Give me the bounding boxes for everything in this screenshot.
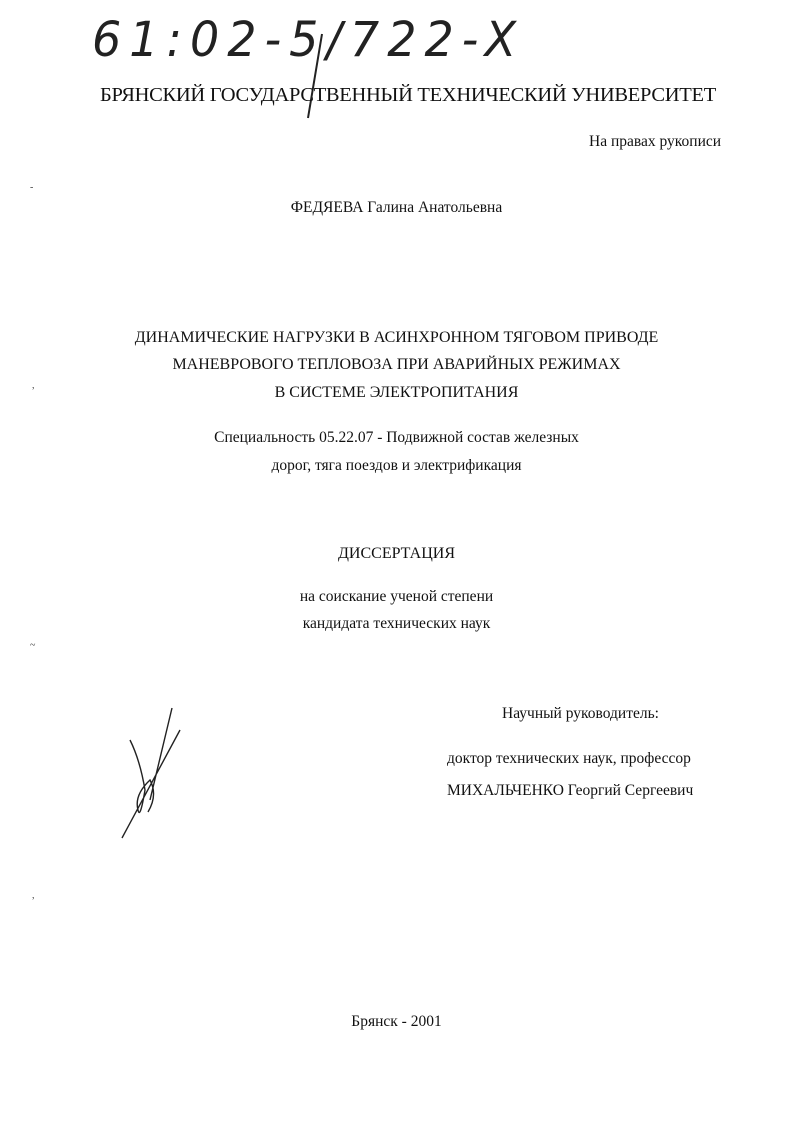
title-line-3: В СИСТЕМЕ ЭЛЕКТРОПИТАНИЯ <box>274 384 519 401</box>
document-type: ДИССЕРТАЦИЯ <box>338 545 455 562</box>
university-name: БРЯНСКИЙ ГОСУДАРСТВЕННЫЙ ТЕХНИЧЕСКИЙ УНИВЕРСИТЕТ <box>100 84 716 106</box>
degree-line-2: кандидата технических наук <box>302 615 491 632</box>
signature <box>110 700 190 845</box>
degree-line-1: на соискание ученой степени <box>299 588 494 605</box>
author-name: ФЕДЯЕВА Галина Анатольевна <box>290 199 503 216</box>
scan-artifact: , <box>32 380 35 391</box>
supervisor-label: Научный руководитель: <box>502 705 659 722</box>
manuscript-rights: На правах рукописи <box>589 133 722 150</box>
specialty-line-1: Специальность 05.22.07 - Подвижной состав железных <box>214 429 579 446</box>
supervisor-name: МИХАЛЬЧЕНКО Георгий Сергеевич <box>447 782 694 799</box>
specialty-line-2: дорог, тяга поездов и электрификация <box>271 457 522 474</box>
scan-artifact: , <box>32 890 35 901</box>
scan-artifact: - <box>30 182 34 193</box>
city-year: Брянск - 2001 <box>351 1013 442 1030</box>
title-line-2: МАНЕВРОВОГО ТЕПЛОВОЗА ПРИ АВАРИЙНЫХ РЕЖИМАХ <box>172 356 621 373</box>
title-line-1: ДИНАМИЧЕСКИЕ НАГРУЗКИ В АСИНХРОННОМ ТЯГОВОМ ПРИВОДЕ <box>134 329 659 346</box>
scan-artifact: ~ <box>30 640 36 651</box>
handwritten-archive-code: 61:02-5/722-X <box>92 10 525 68</box>
supervisor-title: доктор технических наук, профессор <box>447 750 691 767</box>
